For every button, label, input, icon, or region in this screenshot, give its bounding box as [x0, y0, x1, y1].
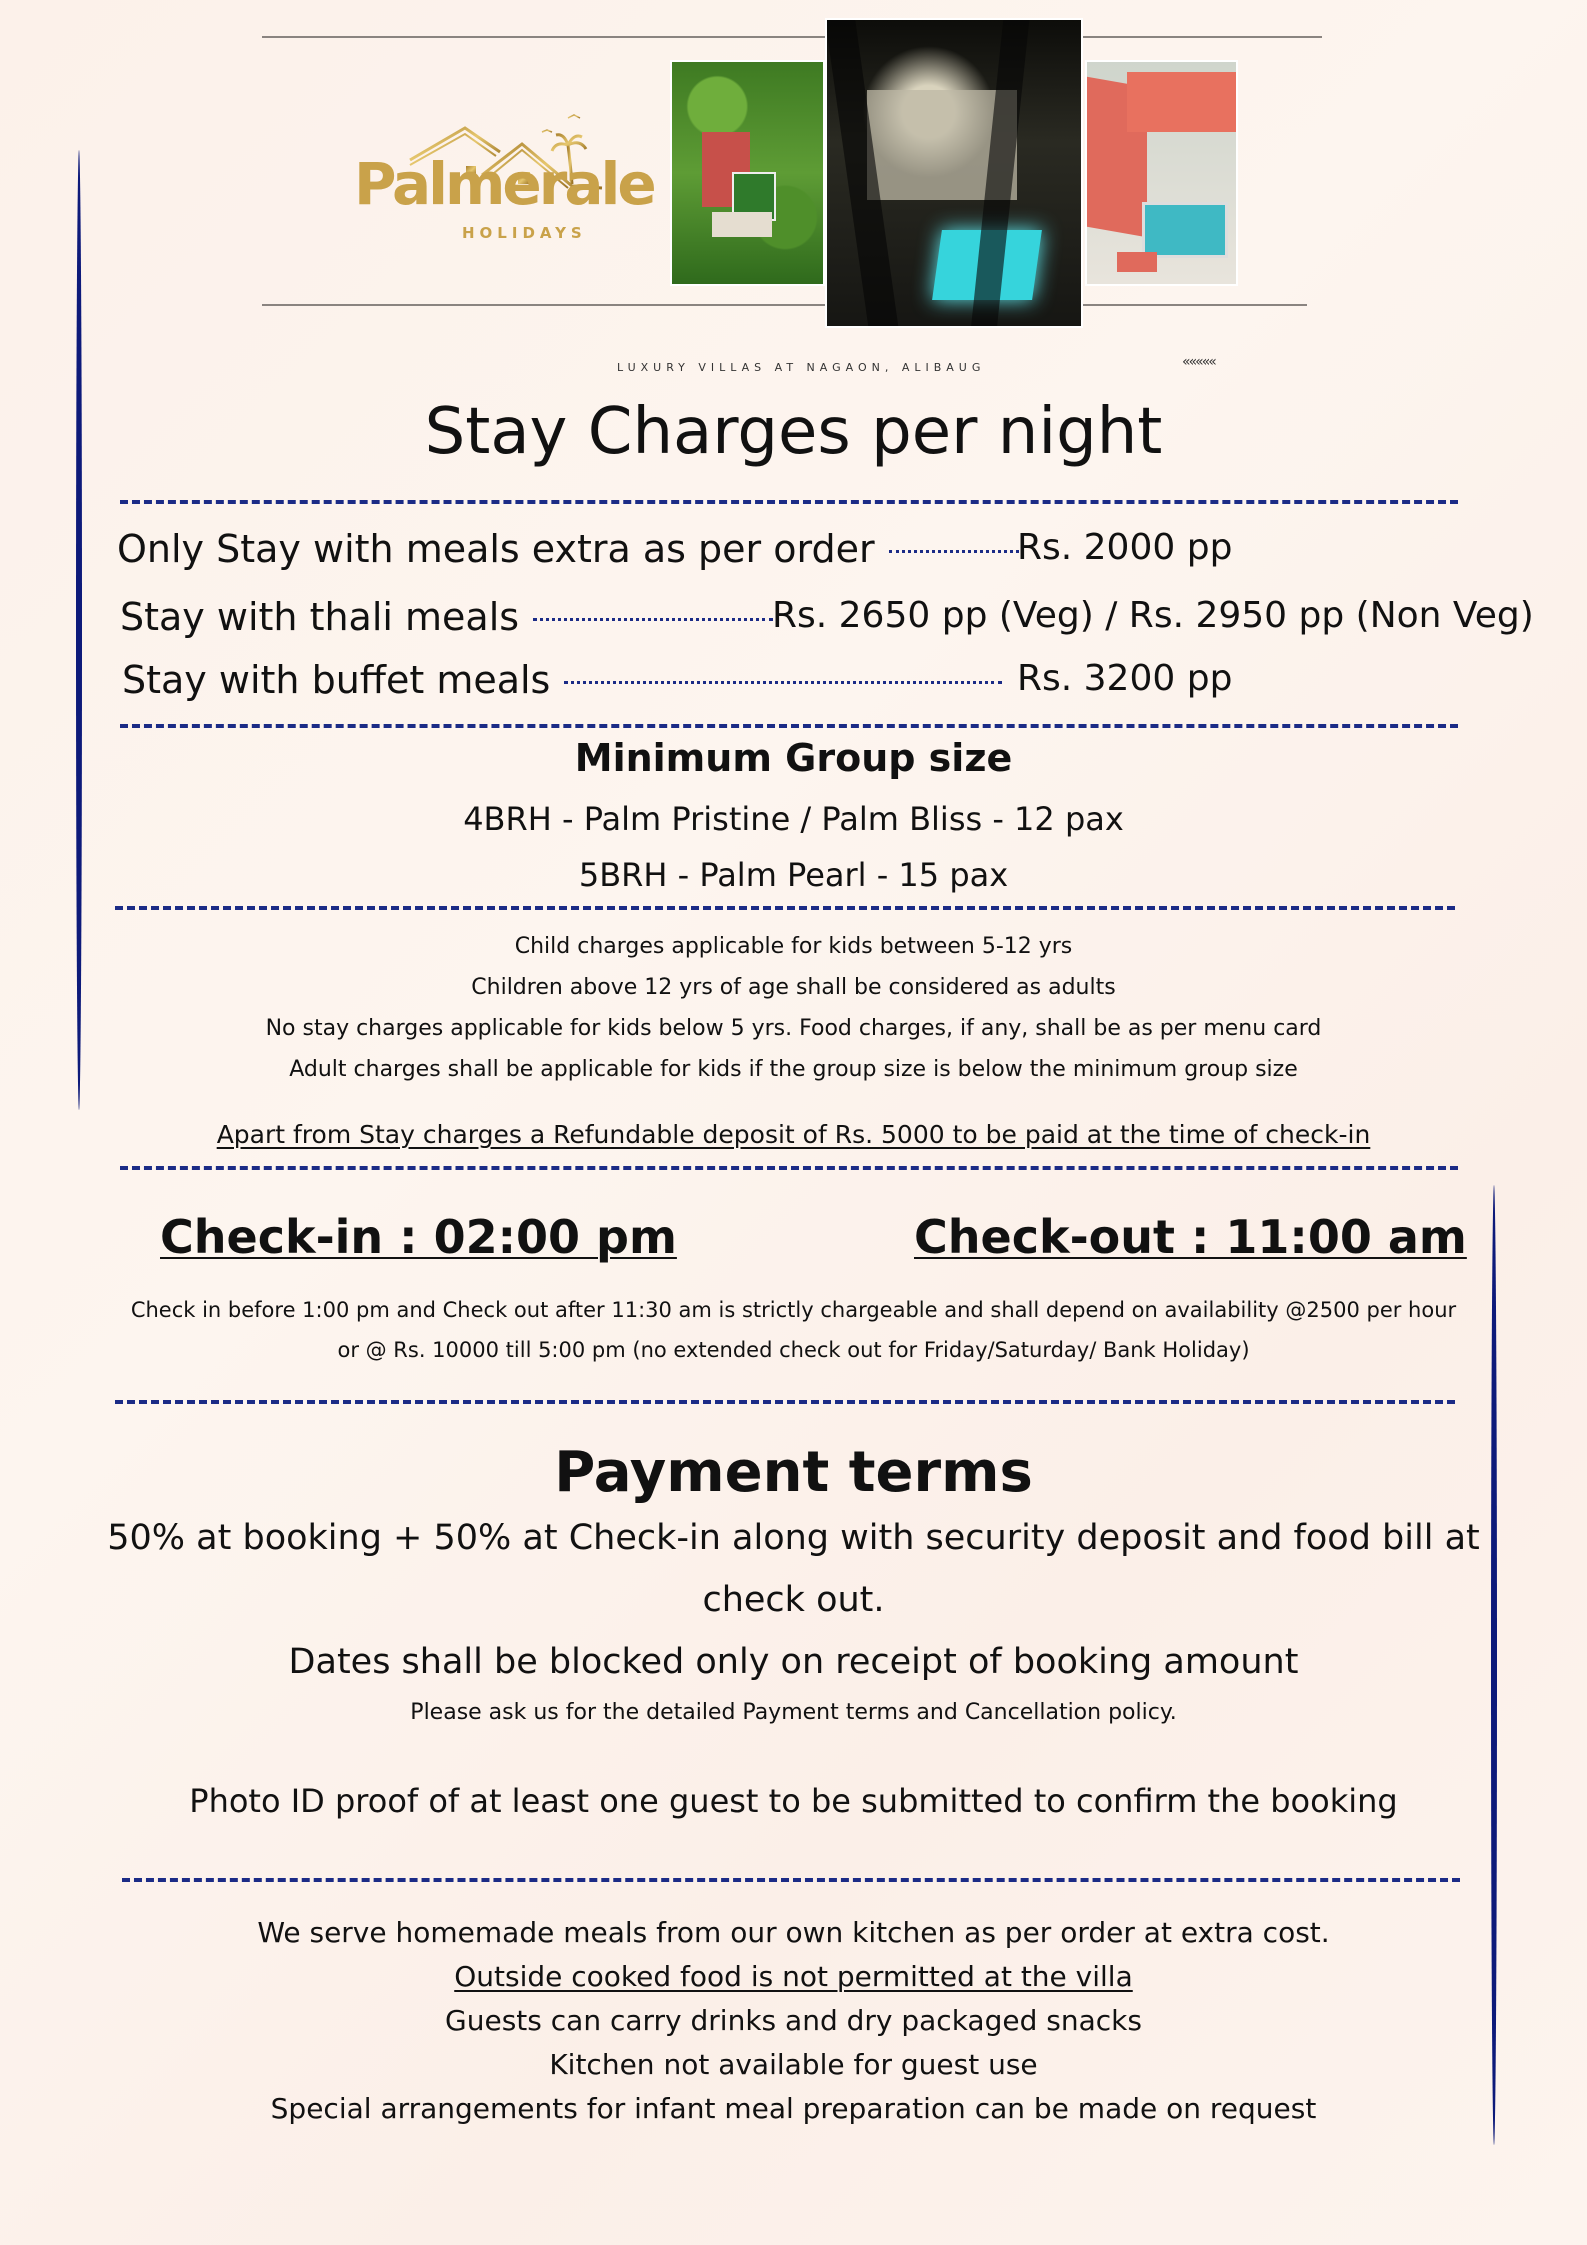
group-line: 4BRH - Palm Pristine / Palm Bliss - 12 pax [463, 800, 1124, 838]
deposit-note [0, 1120, 1587, 1149]
payment-heading: Payment terms [554, 1440, 1033, 1505]
rate-price: Rs. 2000 pp [1017, 527, 1233, 568]
header-top-rule [262, 36, 1322, 38]
brand-name: Palmerale [354, 150, 654, 218]
group-heading: Minimum Group size [574, 736, 1013, 780]
rate-row [120, 595, 787, 639]
divider [115, 906, 1455, 910]
timing-note-line: Check in before 1:00 pm and Check out after 11:30 am is strictly chargeable and shall depend on availability @2500 per hour [130, 1298, 1457, 1322]
rate-label: Stay with thali meals [120, 595, 520, 639]
divider [120, 500, 1458, 504]
child-policy-line: No stay charges applicable for kids below 5 yrs. Food charges, if any, shall be as per menu card [265, 1016, 1322, 1041]
payment-line: check out. [702, 1580, 885, 1620]
food-line: Guests can carry drinks and dry packaged snacks [445, 2004, 1142, 2037]
villa-photo-night-pool [825, 18, 1083, 328]
food-line [0, 1960, 1587, 1993]
deposit-note-text: Apart from Stay charges a Refundable deposit of Rs. 5000 to be paid at the time of check-in [216, 1120, 1371, 1149]
divider [122, 1878, 1460, 1882]
rate-row [117, 527, 1033, 571]
food-line: Kitchen not available for guest use [549, 2048, 1038, 2081]
header-bottom-rule [262, 304, 1307, 306]
logo [350, 100, 654, 250]
villa-photo-aerial-palms [670, 60, 825, 286]
child-policy-line: Adult charges shall be applicable for kids if the group size is below the minimum group size [289, 1057, 1298, 1082]
page-title: Stay Charges per night [424, 395, 1163, 469]
timing-note-line: or @ Rs. 10000 till 5:00 pm (no extended check out for Friday/Saturday/ Bank Holiday) [337, 1338, 1250, 1362]
payment-line: Dates shall be blocked only on receipt of booking amount [288, 1642, 1299, 1682]
child-policy-line: Children above 12 yrs of age shall be considered as adults [471, 975, 1116, 1000]
chevrons-decoration: ««««« [1182, 354, 1215, 370]
payment-line: 50% at booking + 50% at Check-in along with security deposit and food bill at [107, 1518, 1480, 1558]
food-line: Special arrangements for infant meal preparation can be made on request [270, 2092, 1317, 2125]
divider [120, 724, 1458, 728]
tagline: LUXURY VILLAS AT NAGAON, ALIBAUG [617, 361, 986, 374]
checkin-text: Check-in : 02:00 pm [160, 1210, 677, 1264]
checkout-time [914, 1210, 1467, 1264]
rate-label: Stay with buffet meals [122, 658, 551, 702]
rate-price: Rs. 2650 pp (Veg) / Rs. 2950 pp (Non Veg) [772, 595, 1534, 636]
checkout-text: Check-out : 11:00 am [914, 1210, 1467, 1264]
divider [115, 1400, 1455, 1404]
food-line-underlined: Outside cooked food is not permitted at the villa [454, 1960, 1133, 1993]
villa-photo-aerial-redroof [1085, 60, 1238, 286]
divider [120, 1166, 1458, 1170]
rate-price: Rs. 3200 pp [1017, 658, 1233, 699]
left-accent-line [76, 150, 82, 1110]
rate-label: Only Stay with meals extra as per order [117, 527, 875, 571]
checkin-time [160, 1210, 677, 1264]
brand-sub: HOLIDAYS [462, 224, 587, 242]
payment-policy-note: Please ask us for the detailed Payment terms and Cancellation policy. [410, 1700, 1177, 1725]
food-line: We serve homemade meals from our own kitchen as per order at extra cost. [257, 1916, 1330, 1949]
child-policy-line: Child charges applicable for kids between 5-12 yrs [514, 934, 1073, 959]
rate-row [122, 658, 1016, 702]
payment-line: Photo ID proof of at least one guest to be submitted to confirm the booking [189, 1782, 1398, 1820]
group-line: 5BRH - Palm Pearl - 15 pax [578, 856, 1009, 894]
